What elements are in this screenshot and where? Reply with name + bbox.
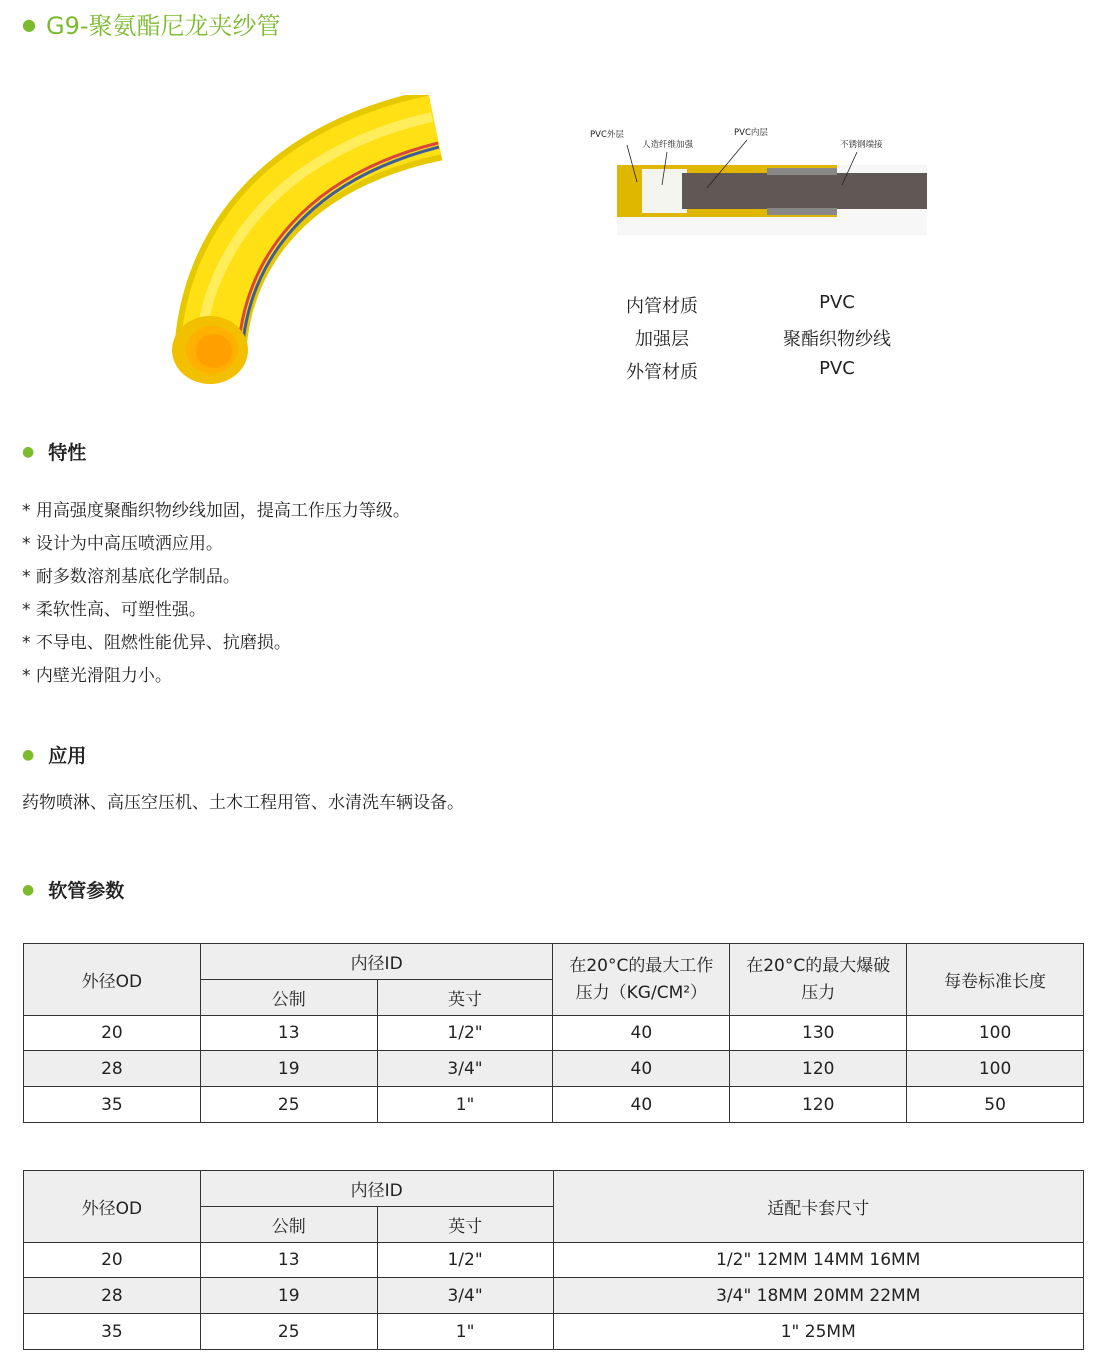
header-od: 外径OD xyxy=(24,944,201,1016)
header-id: 内径ID xyxy=(200,1171,553,1207)
cell-metric: 13 xyxy=(200,1243,377,1278)
cell-metric: 25 xyxy=(200,1087,377,1123)
section-title: 特性 xyxy=(48,442,87,464)
application-text: 药物喷淋、高压空压机、土木工程用管、水清洗车辆设备。 xyxy=(22,793,464,813)
bullet-dot: ● xyxy=(22,747,35,763)
table-row xyxy=(24,1016,1084,1051)
page-title-text: G9-聚氨酯尼龙夹纱管 xyxy=(45,12,281,40)
cell-metric: 19 xyxy=(200,1051,377,1087)
page-title xyxy=(22,6,281,41)
table-row xyxy=(24,1278,1084,1314)
cell-inch: 1" xyxy=(377,1087,553,1123)
section-features-heading xyxy=(22,438,86,465)
table-row xyxy=(24,1314,1084,1350)
bullet-dot: ● xyxy=(22,15,36,34)
header-id: 内径ID xyxy=(200,944,553,980)
cell-metric: 25 xyxy=(200,1314,377,1350)
section-title: 应用 xyxy=(48,745,87,767)
hose-structure-diagram xyxy=(587,120,932,240)
material-key: 外管材质 xyxy=(626,362,698,383)
material-key: 加强层 xyxy=(635,329,689,350)
material-key: 内管材质 xyxy=(626,296,698,317)
cell-burst: 120 xyxy=(730,1051,907,1087)
section-title: 软管参数 xyxy=(48,880,125,902)
cell-work: 40 xyxy=(553,1016,730,1051)
cell-length: 100 xyxy=(907,1016,1084,1051)
hose-product-image xyxy=(170,95,455,390)
hose-params-table xyxy=(23,943,1084,1123)
cell-work: 40 xyxy=(553,1051,730,1087)
fitting-size-table xyxy=(23,1170,1084,1350)
list-item: * 设计为中高压喷洒应用。 xyxy=(22,534,223,554)
section-application-heading xyxy=(22,741,86,768)
cell-length: 50 xyxy=(907,1087,1084,1123)
bullet-dot: ● xyxy=(22,444,35,460)
cell-inch: 1" xyxy=(377,1314,553,1350)
label-pvc-outer: PVC外层 xyxy=(590,130,624,140)
list-item: * 耐多数溶剂基底化学制品。 xyxy=(22,567,240,587)
label-rayon-reinforce: 人造纤维加强 xyxy=(642,140,694,150)
bullet-dot: ● xyxy=(22,882,35,898)
features-list xyxy=(22,495,410,693)
header-work-pressure: 在20°C的最大工作 压力（KG/CM²） xyxy=(553,944,730,1016)
label-stainless-joint: 不锈钢端接 xyxy=(840,140,883,150)
table-row xyxy=(24,1087,1084,1123)
cell-fitting: 1" 25MM xyxy=(553,1314,1084,1350)
cell-fitting: 1/2" 12MM 14MM 16MM xyxy=(553,1243,1084,1278)
cell-od: 28 xyxy=(24,1278,201,1314)
cell-inch: 1/2" xyxy=(377,1243,553,1278)
list-item: * 柔软性高、可塑性强。 xyxy=(22,600,206,620)
header-fitting: 适配卡套尺寸 xyxy=(553,1171,1084,1243)
cell-od: 20 xyxy=(24,1243,201,1278)
header-std-length: 每卷标准长度 xyxy=(907,944,1084,1016)
cell-od: 20 xyxy=(24,1016,201,1051)
cell-od: 35 xyxy=(24,1314,201,1350)
cell-inch: 3/4" xyxy=(377,1051,553,1087)
section-params-heading xyxy=(22,876,124,903)
list-item: * 用高强度聚酯织物纱线加固，提高工作压力等级。 xyxy=(22,501,410,521)
list-item: * 不导电、阻燃性能优异、抗磨损。 xyxy=(22,633,291,653)
cell-inch: 3/4" xyxy=(377,1278,553,1314)
cell-od: 35 xyxy=(24,1087,201,1123)
cell-metric: 13 xyxy=(200,1016,377,1051)
list-item: * 内壁光滑阻力小。 xyxy=(22,666,172,686)
header-od: 外径OD xyxy=(24,1171,201,1243)
table-row xyxy=(24,1051,1084,1087)
cell-inch: 1/2" xyxy=(377,1016,553,1051)
header-inch: 英寸 xyxy=(377,1207,553,1243)
cell-od: 28 xyxy=(24,1051,201,1087)
cell-metric: 19 xyxy=(200,1278,377,1314)
label-pvc-inner: PVC内层 xyxy=(734,128,768,138)
header-inch: 英寸 xyxy=(377,980,553,1016)
table-row xyxy=(24,1243,1084,1278)
header-metric: 公制 xyxy=(200,980,377,1016)
cell-burst: 120 xyxy=(730,1087,907,1123)
cell-length: 100 xyxy=(907,1051,1084,1087)
cell-burst: 130 xyxy=(730,1016,907,1051)
cell-work: 40 xyxy=(553,1087,730,1123)
cell-fitting: 3/4" 18MM 20MM 22MM xyxy=(553,1278,1084,1314)
material-value: PVC xyxy=(819,358,855,379)
material-value: PVC xyxy=(819,292,855,313)
header-metric: 公制 xyxy=(200,1207,377,1243)
material-value: 聚酯织物纱线 xyxy=(783,329,891,350)
header-burst-pressure: 在20°C的最大爆破 压力 xyxy=(730,944,907,1016)
